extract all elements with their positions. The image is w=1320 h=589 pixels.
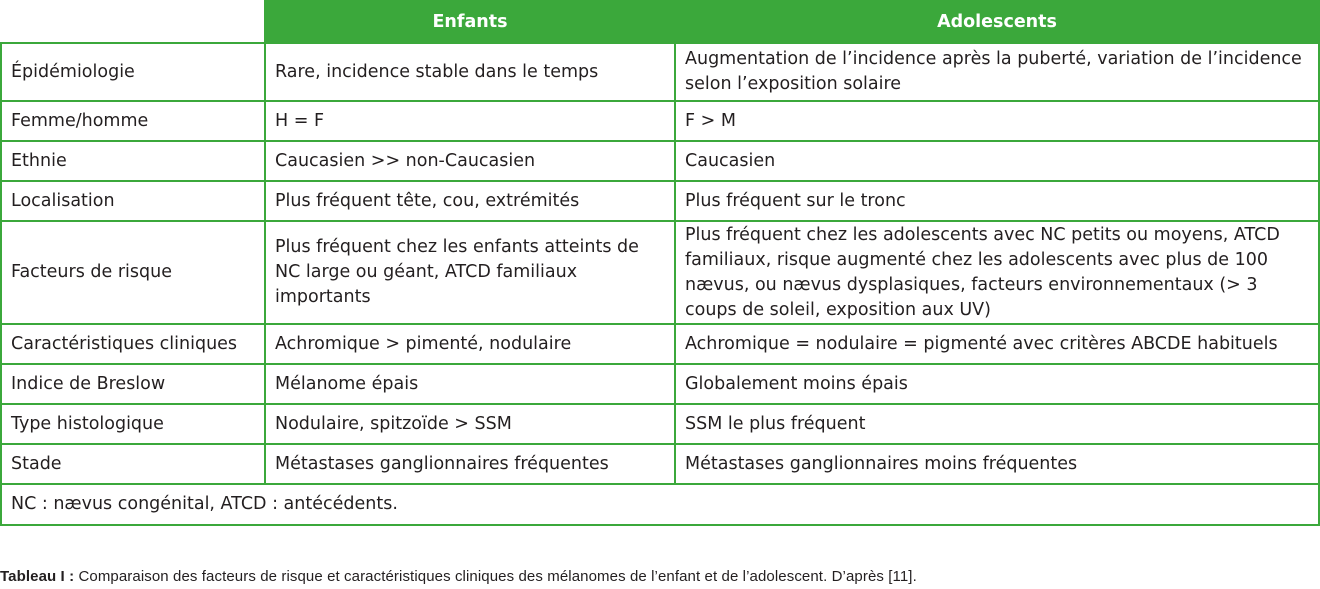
- table-row: [1, 43, 1319, 101]
- header-row: [1, 1, 1319, 43]
- cell-enfants: Rare, incidence stable dans le temps: [265, 43, 675, 101]
- caption-text: Comparaison des facteurs de risque et caractéristiques cliniques des mélanomes de l’enfant et de l’adolescent. D’après [11].: [74, 568, 917, 585]
- cell-adolescents: Achromique = nodulaire = pigmenté avec critères ABCDE habituels: [675, 324, 1319, 364]
- table-row: [1, 141, 1319, 181]
- cell-enfants: Plus fréquent tête, cou, extrémités: [265, 181, 675, 221]
- header-adolescents: Adolescents: [675, 1, 1319, 43]
- row-label: Type histologique: [1, 404, 265, 444]
- row-label: Ethnie: [1, 141, 265, 181]
- table-row: [1, 404, 1319, 444]
- caption-label: Tableau I :: [0, 568, 75, 585]
- cell-adolescents: F > M: [675, 101, 1319, 141]
- cell-adolescents: Caucasien: [675, 141, 1319, 181]
- cell-adolescents: SSM le plus fréquent: [675, 404, 1319, 444]
- cell-enfants: Caucasien >> non-Caucasien: [265, 141, 675, 181]
- cell-enfants: Mélanome épais: [265, 364, 675, 404]
- header-enfants: Enfants: [265, 1, 675, 43]
- cell-adolescents: Plus fréquent sur le tronc: [675, 181, 1319, 221]
- row-label: Indice de Breslow: [1, 364, 265, 404]
- table-row: [1, 444, 1319, 484]
- cell-enfants: H = F: [265, 101, 675, 141]
- cell-enfants: Achromique > pimenté, nodulaire: [265, 324, 675, 364]
- cell-adolescents: Globalement moins épais: [675, 364, 1319, 404]
- cell-adolescents: Métastases ganglionnaires moins fréquentes: [675, 444, 1319, 484]
- row-label: Localisation: [1, 181, 265, 221]
- row-label: Épidémiologie: [1, 43, 265, 101]
- table-row: [1, 221, 1319, 324]
- table-row: [1, 101, 1319, 141]
- header-corner-cell: [1, 1, 265, 43]
- row-label: Stade: [1, 444, 265, 484]
- cell-enfants: Métastases ganglionnaires fréquentes: [265, 444, 675, 484]
- row-label: Caractéristiques cliniques: [1, 324, 265, 364]
- cell-enfants: Plus fréquent chez les enfants atteints de NC large ou géant, ATCD familiaux importants: [265, 221, 675, 324]
- cell-enfants: Nodulaire, spitzoïde > SSM: [265, 404, 675, 444]
- cell-adolescents: Plus fréquent chez les adolescents avec NC petits ou moyens, ATCD familiaux, risque augmenté chez les adolescents avec plus de 100 nævus, ou nævus dysplasiques, facteurs environnementaux (> 3 coups de soleil, exposition aux UV): [675, 221, 1319, 324]
- footnote-row: [1, 484, 1319, 525]
- table-row: [1, 324, 1319, 364]
- cell-adolescents: Augmentation de l’incidence après la puberté, variation de l’incidence selon l’exposition solaire: [675, 43, 1319, 101]
- table-row: [1, 364, 1319, 404]
- table-footnote: NC : nævus congénital, ATCD : antécédents.: [1, 484, 1319, 525]
- table-row: [1, 181, 1319, 221]
- row-label: Femme/homme: [1, 101, 265, 141]
- table-caption: [0, 567, 1320, 587]
- row-label: Facteurs de risque: [1, 221, 265, 324]
